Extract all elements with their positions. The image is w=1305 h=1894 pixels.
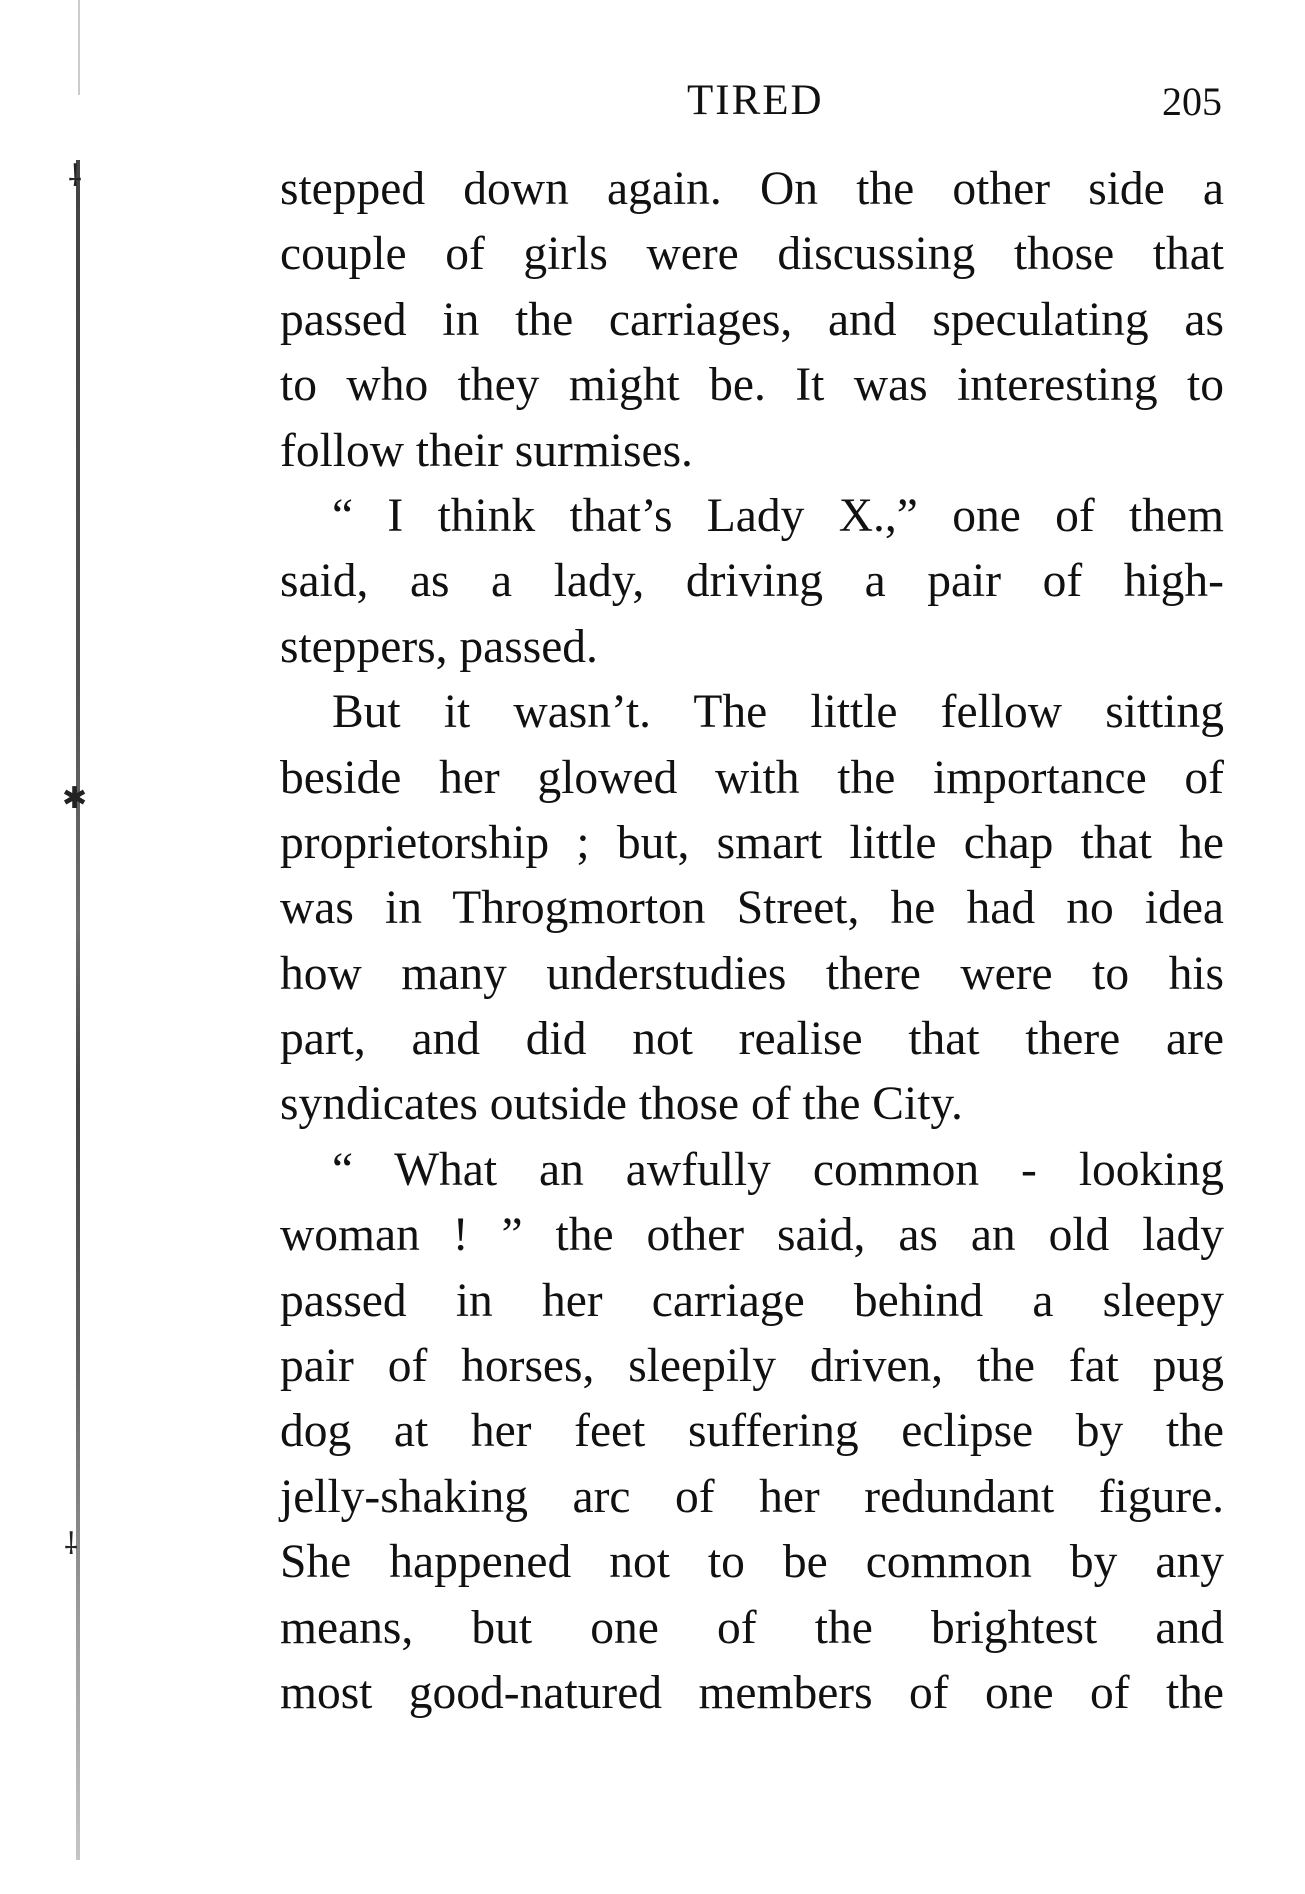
text-line: to who they might be. It was interesting to — [280, 359, 1224, 412]
text-line: passed in her carriage behind a sleepy — [280, 1274, 1224, 1327]
text-line: syndicates outside those of the City. — [280, 1078, 963, 1131]
text-line: said, as a lady, driving a pair of high- — [280, 555, 1224, 608]
running-head — [282, 76, 1222, 126]
text-line: “ I think that’s Lady X.,” one of them — [332, 489, 1224, 542]
text-line: beside her glowed with the importance of — [280, 751, 1224, 804]
binding-mark-icon: ⸸ — [64, 1528, 79, 1561]
text-line: stepped down again. On the other side a — [280, 163, 1224, 215]
text-line: was in Throgmorton Street, he had no idea — [280, 882, 1224, 935]
text-line: proprietorship ; but, smart little chap that he — [280, 816, 1224, 869]
text-line: most good-natured members of one of the — [280, 1666, 1224, 1719]
body-text — [280, 157, 1224, 1726]
text-line: But it wasn’t. The little fellow sitting — [332, 686, 1224, 739]
text-line: means, but one of the brightest and — [280, 1601, 1224, 1654]
binding-mark-icon: ✱ — [62, 782, 88, 815]
text-line: couple of girls were discussing those that — [280, 228, 1224, 281]
binding-edge — [76, 160, 80, 1860]
running-title: TIRED — [687, 77, 824, 124]
text-line: jelly-shaking arc of her redundant figure. — [280, 1470, 1224, 1523]
text-line: She happened not to be common by any — [280, 1536, 1224, 1589]
binding-edge-top — [78, 0, 80, 95]
text-line: dog at her feet suffering eclipse by the — [280, 1405, 1224, 1458]
text-line: woman ! ” the other said, as an old lady — [280, 1209, 1224, 1262]
text-line: part, and did not realise that there are — [280, 1013, 1224, 1066]
text-line: steppers, passed. — [280, 620, 598, 673]
text-line: how many understudies there were to his — [280, 947, 1224, 1000]
binding-mark-icon: ⸸ — [68, 160, 83, 193]
text-line: passed in the carriages, and speculating as — [280, 293, 1224, 346]
text-line: “ What an awfully common - looking — [332, 1143, 1224, 1196]
text-line: follow their surmises. — [280, 424, 693, 477]
text-line: pair of horses, sleepily driven, the fat pug — [280, 1340, 1224, 1393]
page-number: 205 — [1162, 79, 1222, 124]
